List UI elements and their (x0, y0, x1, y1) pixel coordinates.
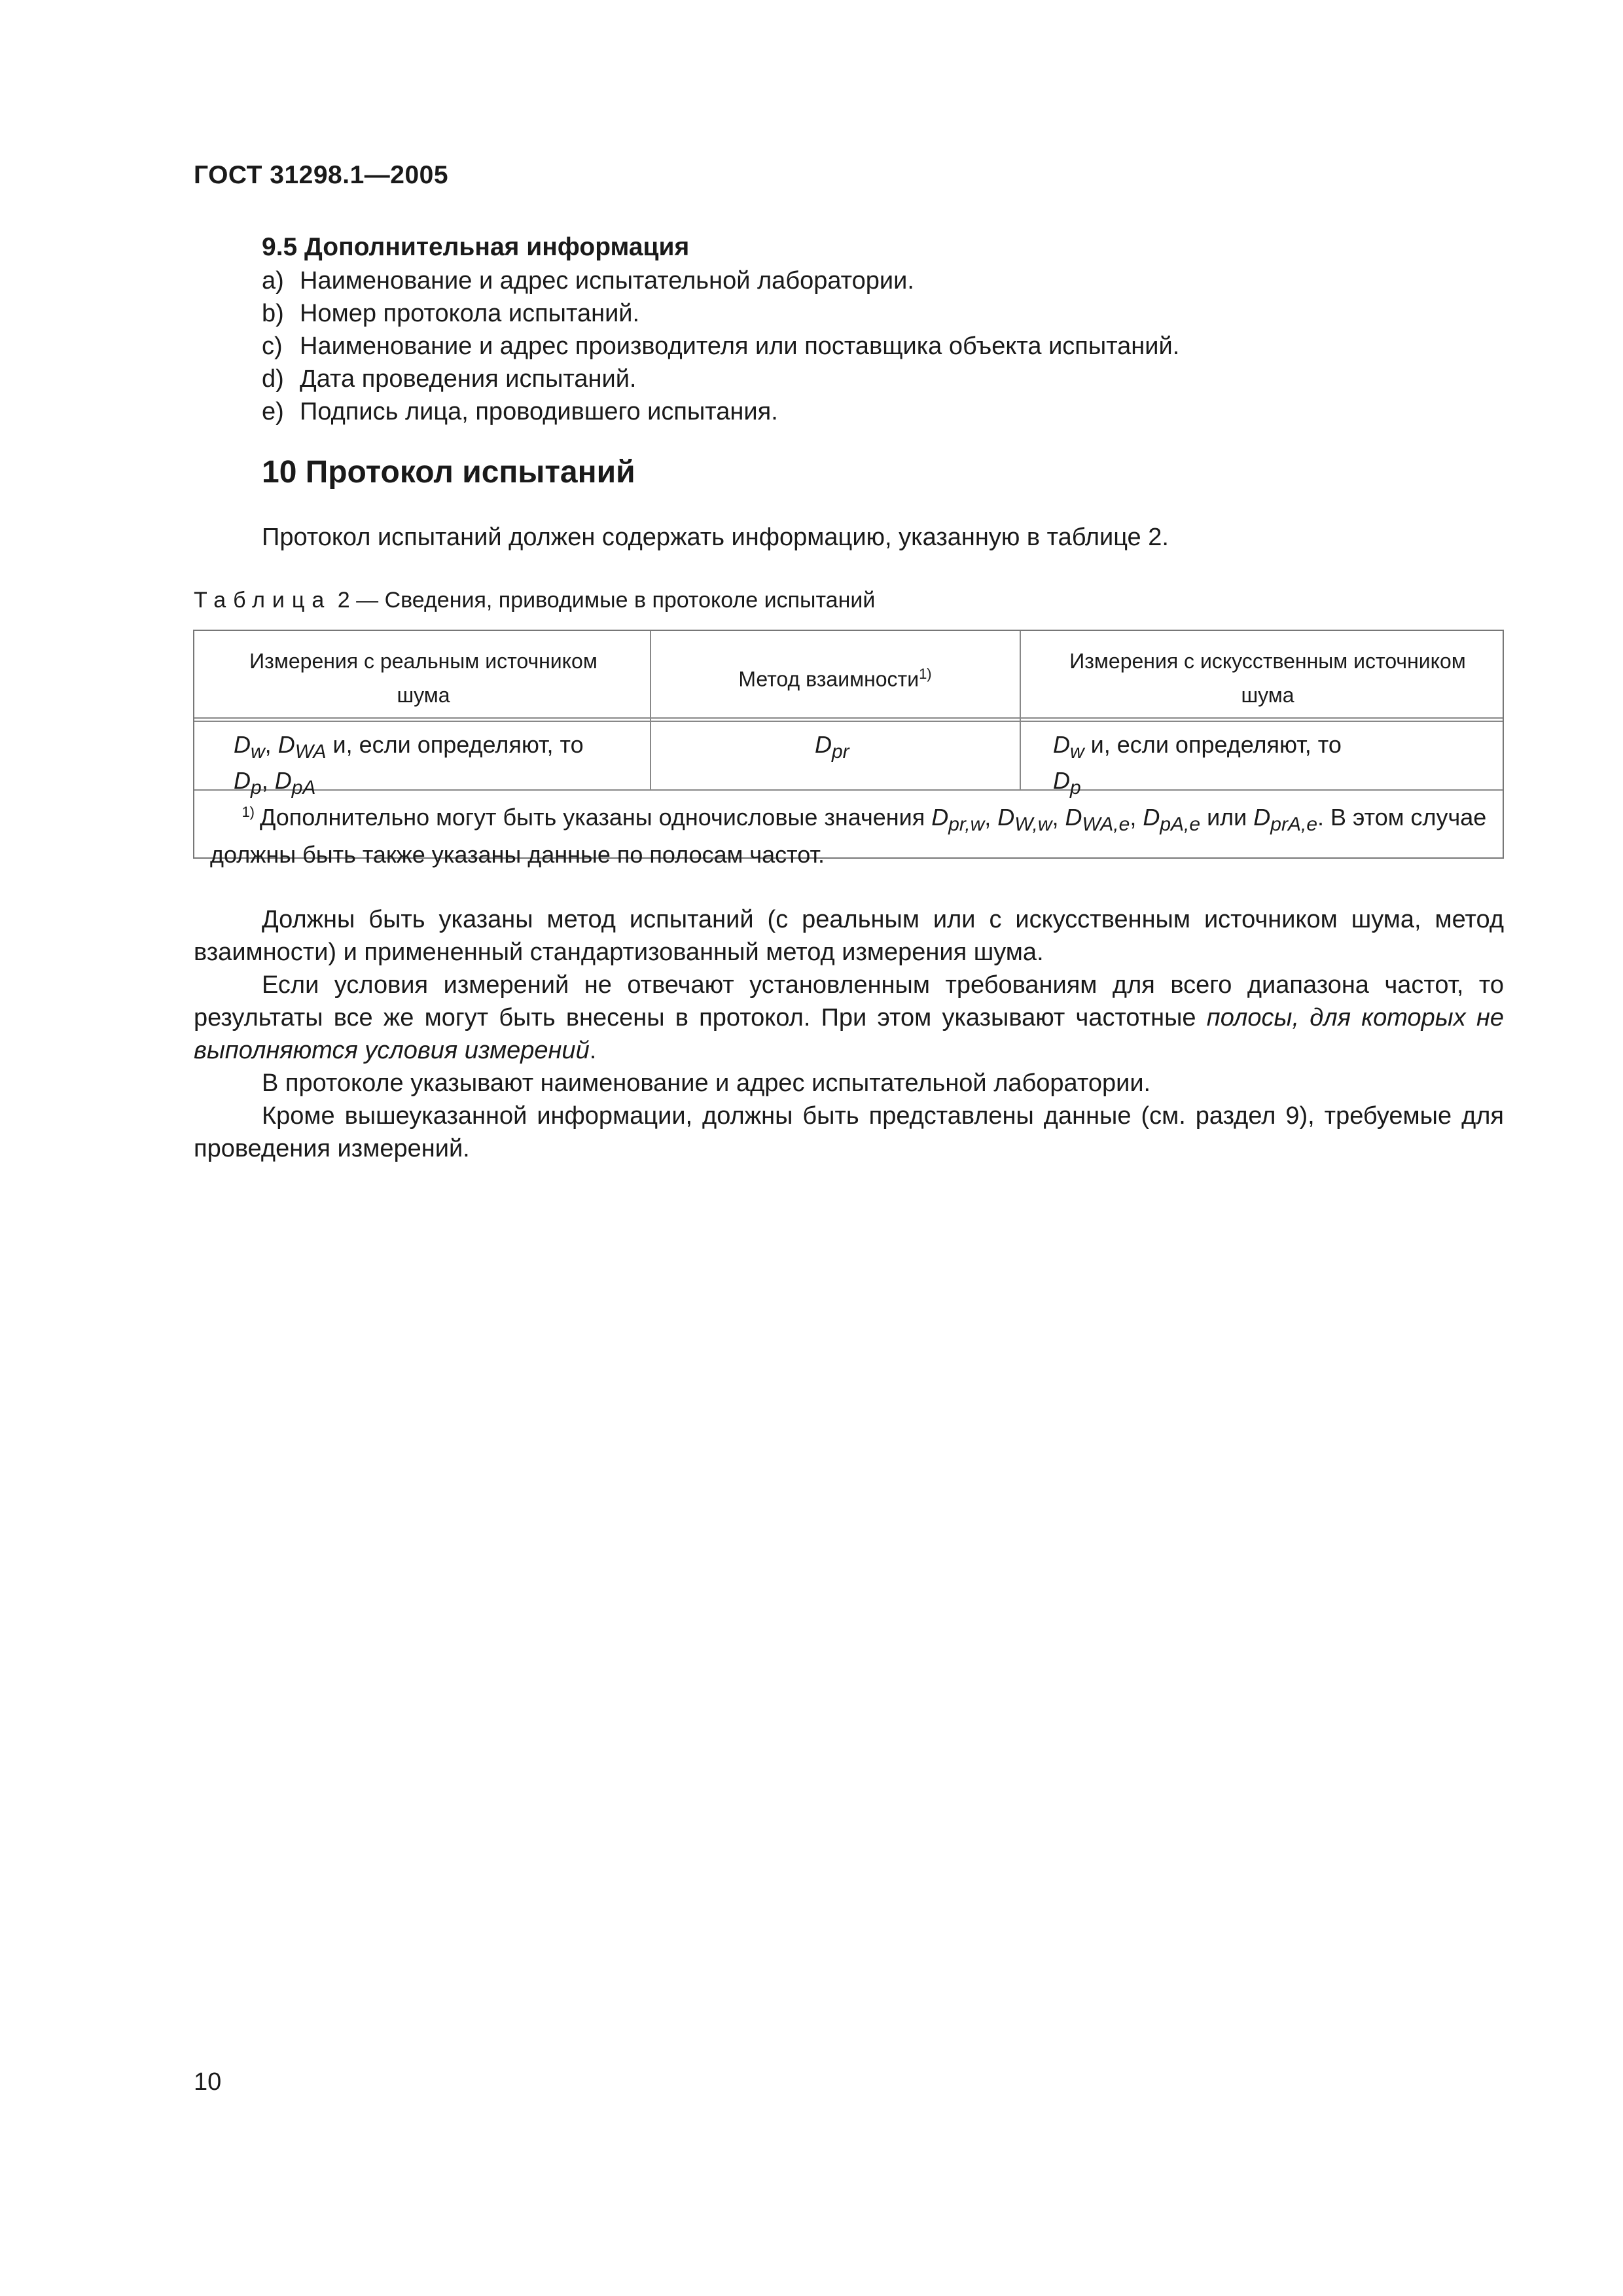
section-10-title: 10 Протокол испытаний (262, 455, 635, 490)
list-item-text: Наименование и адрес производителя или поставщика объекта испытаний. (300, 332, 1180, 360)
list-marker: d) (262, 365, 284, 393)
paragraph-extra-data: Кроме вышеуказанной информации, должны быть представлены данные (см. раздел 9), требуемые для проведения измерений. (194, 1102, 1504, 1162)
list-item-text: Номер протокола испытаний. (300, 300, 640, 327)
header-divider (194, 721, 1503, 722)
cell-line: $D_p$ (1053, 767, 1081, 799)
cell-line: $D_p$, $D_{pA}$ (234, 767, 316, 799)
table-caption-text: 2 — Сведения, приводимые в протоколе испытаний (337, 588, 876, 613)
footnote-mark: 1) (919, 666, 932, 682)
table-cell-artificial-source (1053, 730, 1342, 802)
table-footnote: $^{1)}$ Дополнительно могут быть указаны одночисловые значения $D_{pr,w}$, $D_{W,w}$, $D_{WA,e}$, $D_{pA,e}$ или $D_{prA,e}$. В этом случае должны быть также указаны данные по полосам частот. (210, 804, 1487, 869)
list-item (262, 264, 1179, 297)
table-header-reciprocity-text: Метод взаимности (738, 667, 919, 691)
list-item-text: Подпись лица, проводившего испытания. (300, 398, 778, 425)
paragraph-method: Должны быть указаны метод испытаний (с реальным или с искусственным источником шума, метод взаимности) и примененный стандартизованный метод измерения шума. (194, 906, 1504, 966)
table-cell-real-source (234, 730, 584, 802)
report-info-table (193, 630, 1504, 869)
section-9-5-title: 9.5 Дополнительная информация (262, 233, 690, 261)
list-marker: c) (262, 332, 283, 360)
list-item (262, 297, 1179, 330)
table-header-reciprocity (652, 657, 1018, 696)
footnote-mark: 1) (241, 804, 255, 820)
table-caption-label: Таблица (194, 588, 332, 613)
column-divider (1020, 631, 1021, 789)
cell-line: $D_w$ и, если определяют, то (1053, 731, 1342, 763)
paragraph-lab: В протоколе указывают наименование и адрес испытательной лаборатории. (262, 1069, 1151, 1097)
paragraph-conditions: Если условия измерений не отвечают установленным требованиям для всего диапазона частот, то результаты все же могут быть внесены в протокол. При этом указывают частотные полосы, для которых не выполняются условия измерений. (194, 971, 1504, 1064)
list-item (262, 395, 1179, 428)
header-divider (194, 717, 1503, 719)
list-item (262, 363, 1179, 395)
cell-line: $D_w$, $D_{WA}$ и, если определяют, то (234, 731, 584, 763)
list-item (262, 330, 1179, 363)
table-caption (194, 588, 875, 613)
list-marker: b) (262, 300, 284, 327)
list-item-text: Наименование и адрес испытательной лаборатории. (300, 267, 914, 295)
table-cell-reciprocity: $D_{pr}$ (815, 731, 849, 763)
table-header-artificial-source: Измерения с искусственным источником шума (1069, 649, 1466, 707)
page-number: 10 (194, 2068, 222, 2096)
list-marker: a) (262, 267, 284, 295)
table-header-real-source: Измерения с реальным источником шума (249, 649, 597, 707)
column-divider (650, 631, 651, 789)
list-item-text: Дата проведения испытаний. (300, 365, 637, 393)
section-10-intro: Протокол испытаний должен содержать информацию, указанную в таблице 2. (262, 524, 1169, 551)
additional-info-list (262, 264, 1179, 428)
document-code: ГОСТ 31298.1—2005 (194, 161, 449, 189)
list-marker: e) (262, 398, 284, 425)
